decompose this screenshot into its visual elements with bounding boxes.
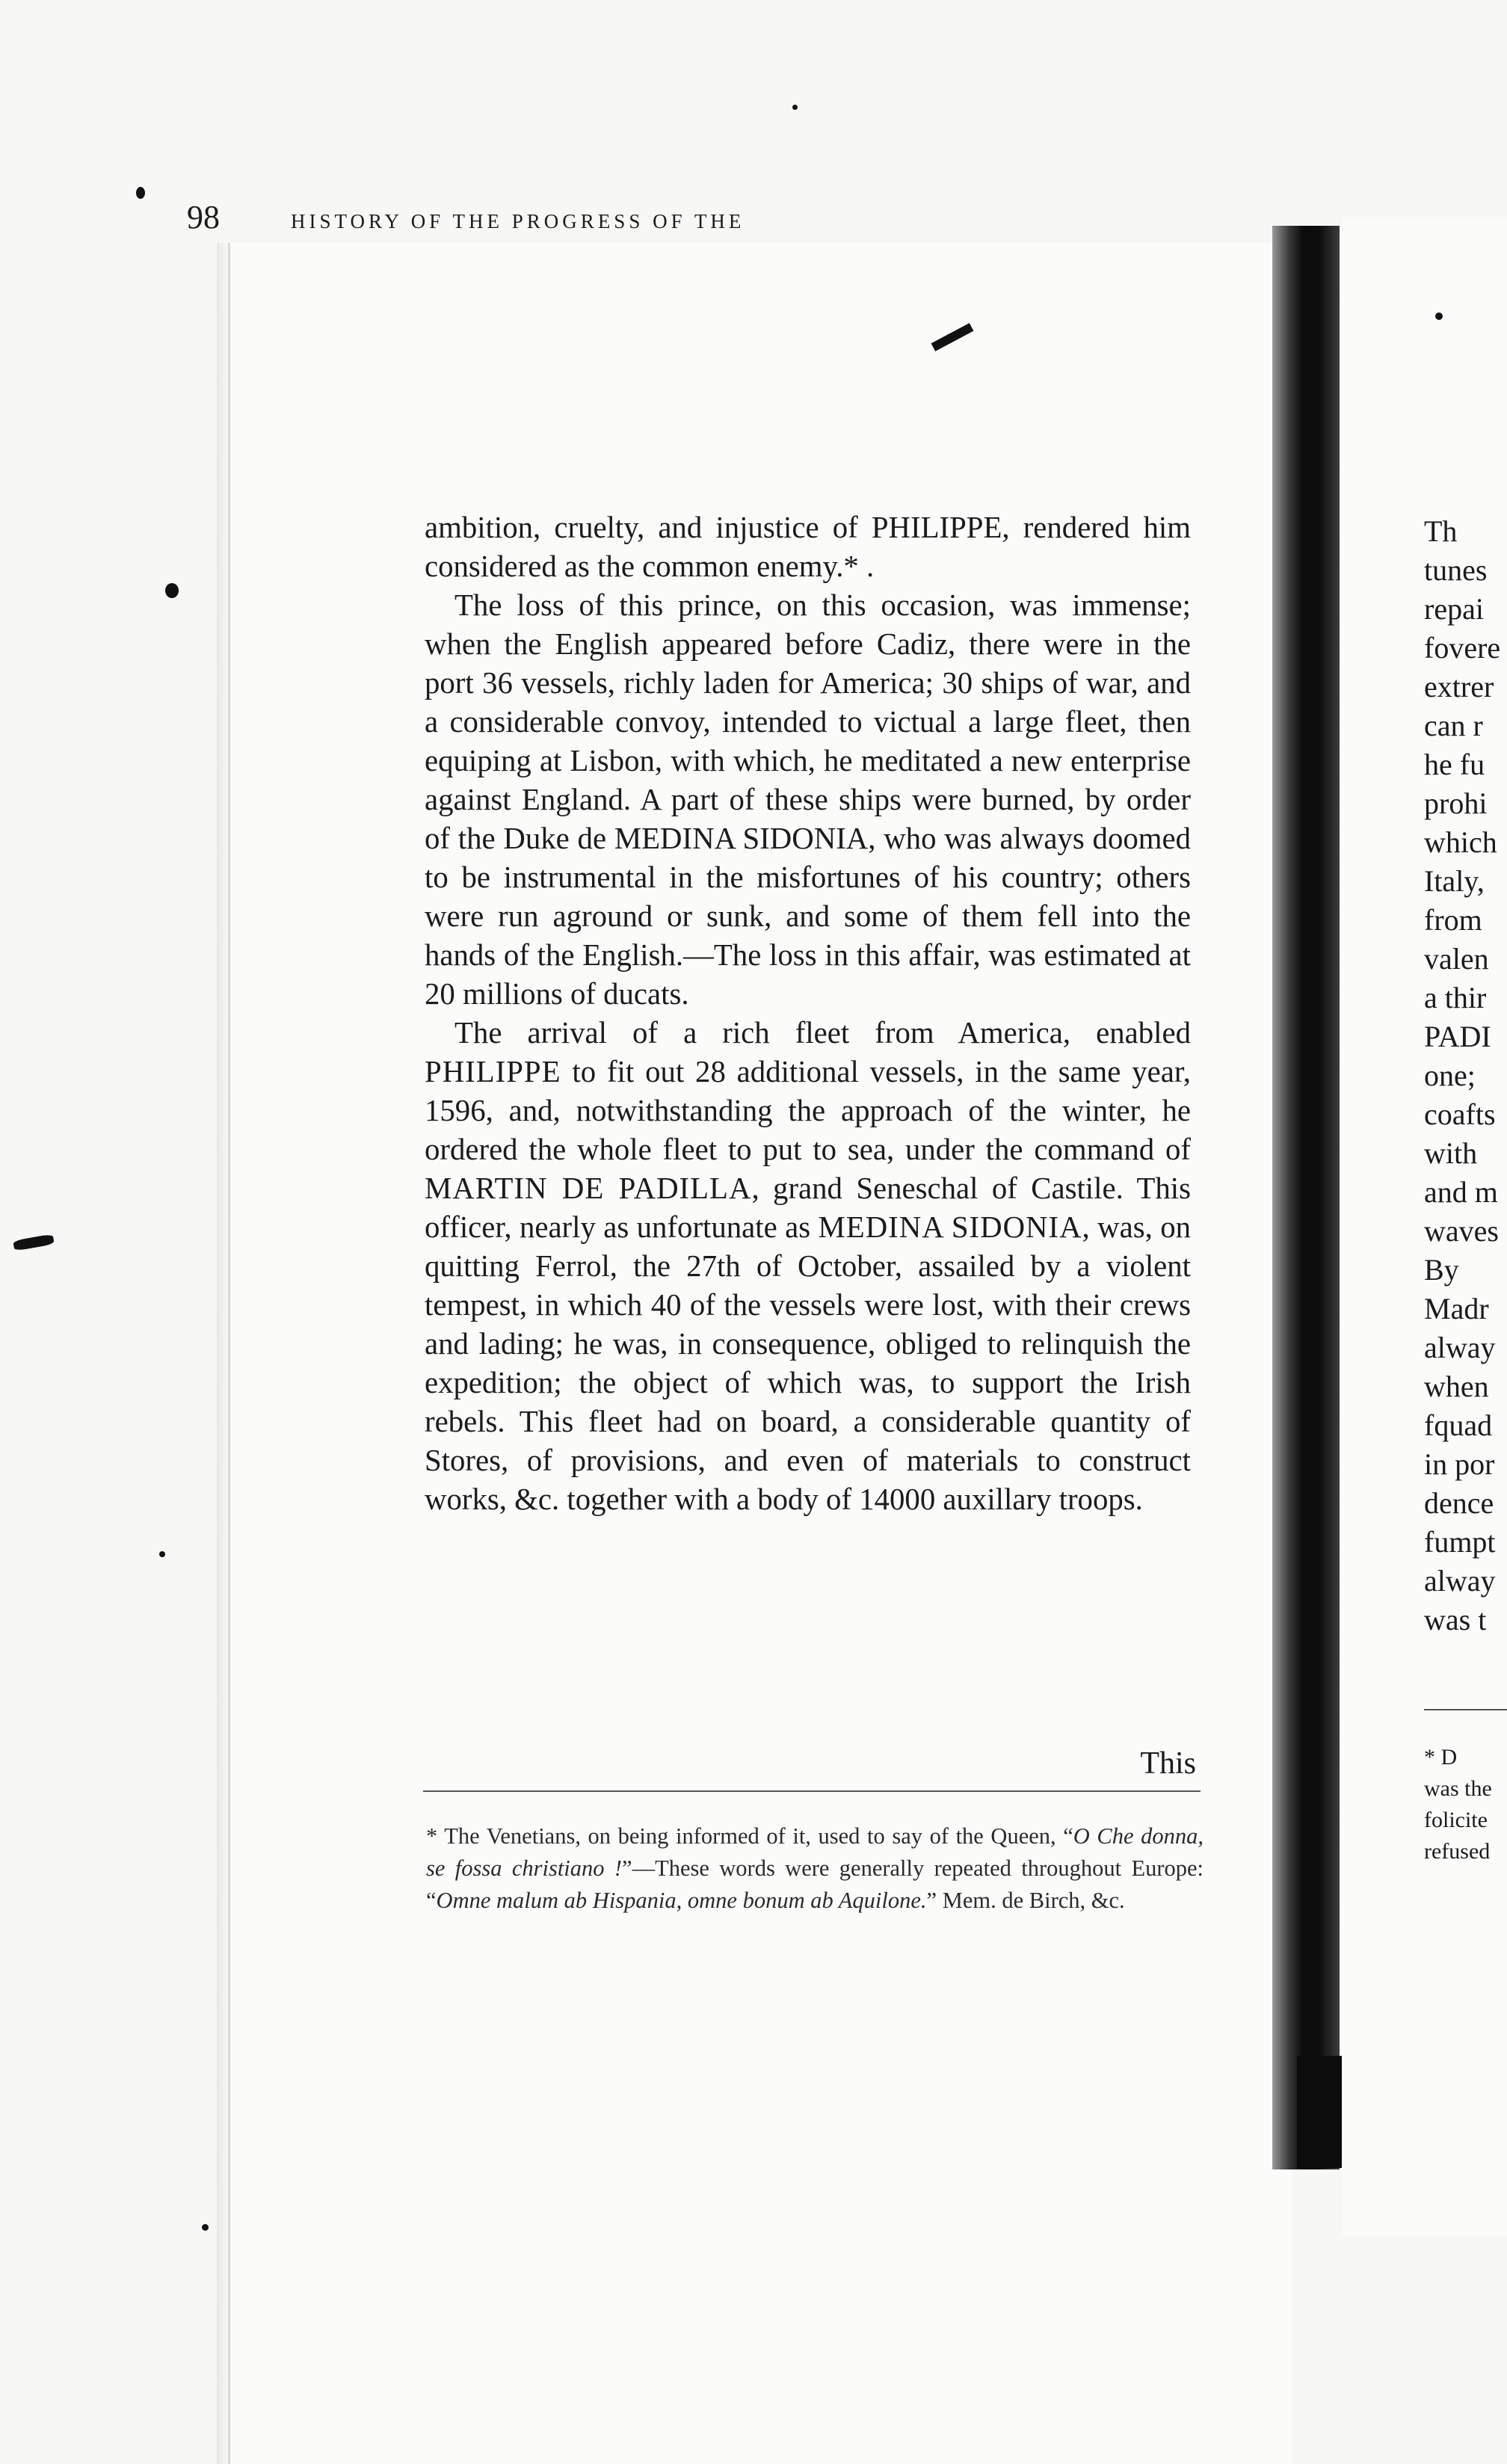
right-page-line: alway bbox=[1424, 1331, 1496, 1364]
book-gutter-shadow bbox=[1297, 2056, 1342, 2168]
paragraph-3 bbox=[425, 1014, 1191, 1519]
name-medina-sidonia: MEDINA SIDONIA bbox=[818, 1210, 1082, 1244]
name-martin-de-padilla: MARTIN DE PADILLA bbox=[425, 1171, 752, 1205]
scan-speck bbox=[202, 2224, 209, 2231]
right-page-line: fovere bbox=[1424, 631, 1501, 665]
right-page-line: Th bbox=[1424, 514, 1458, 548]
right-page-line: fquad bbox=[1424, 1408, 1493, 1442]
right-page-line: PADI bbox=[1424, 1020, 1491, 1053]
right-footnote-rule bbox=[1424, 1709, 1507, 1710]
right-page-line: Italy, bbox=[1424, 864, 1485, 898]
right-page-line: he fu bbox=[1424, 748, 1485, 781]
right-page-line: Madr bbox=[1424, 1292, 1489, 1325]
right-page-line: from bbox=[1424, 903, 1482, 937]
catchword: This bbox=[1140, 1746, 1196, 1781]
scan-speck bbox=[792, 105, 798, 110]
paragraph-2: The loss of this prince, on this occasion, was immense; when the English appeared before Cadiz, there were in the port 36 vessels, richly laden for America; 30 ships of war, and a considerable convoy, intended to victual a large fleet, then equiping at Lisbon, with which, he meditated a new enterprise against England. A part of these ships were burned, by order of the Duke de MEDINA SIDONIA, who was always doomed to be instrumental in the misfortunes of his country; others were run aground or sunk, and some of them fell into the hands of the English.—The loss in this affair, was estimated at 20 millions of ducats. bbox=[425, 588, 1191, 1011]
right-page-line: By bbox=[1424, 1253, 1459, 1287]
right-page-line: tunes bbox=[1424, 553, 1488, 587]
name-philippe: PHILIPPE bbox=[425, 1055, 561, 1088]
right-page-line: coafts bbox=[1424, 1097, 1496, 1131]
right-page-line: a thir bbox=[1424, 981, 1487, 1014]
right-page-line: with bbox=[1424, 1136, 1478, 1170]
right-page-line: and m bbox=[1424, 1175, 1498, 1209]
body-text bbox=[425, 508, 1191, 1519]
scan-speck bbox=[165, 583, 179, 598]
right-page-line: extrer bbox=[1424, 670, 1494, 703]
right-page-line: waves bbox=[1424, 1214, 1499, 1248]
right-page-line: valen bbox=[1424, 942, 1489, 976]
footnote-lead: * The Venetians, on being informed of it, used to say of the Queen, “ bbox=[426, 1823, 1073, 1849]
right-page-line: prohi bbox=[1424, 786, 1488, 820]
paragraph-1: ambition, cruelty, and injustice of PHILIPPE, rendered him considered as the common enemy.* . bbox=[425, 511, 1191, 583]
right-page-line: alway bbox=[1424, 1564, 1496, 1598]
right-footnote-line: folicite bbox=[1424, 1808, 1488, 1832]
scan-speck bbox=[136, 187, 145, 199]
paragraph-3-text-c: , grand Seneschal of Castile. This officer, nearly as unfortunate as bbox=[425, 1171, 1191, 1244]
right-page-line: was t bbox=[1424, 1603, 1487, 1636]
right-page-line: fumpt bbox=[1424, 1525, 1496, 1559]
right-footnote-line: refused bbox=[1424, 1839, 1491, 1864]
footnote-quote-1: O Che donna, se fossa christiano ! bbox=[426, 1823, 1204, 1881]
right-page-footnote bbox=[1424, 1742, 1507, 1867]
paragraph-3-text-a: The arrival of a rich fleet from America, enabled bbox=[454, 1016, 1191, 1050]
right-page bbox=[1342, 217, 1507, 2235]
footnote-quote-2: Omne malum ab Hispania, omne bonum ab Aquilone. bbox=[436, 1888, 927, 1913]
book-gutter bbox=[1272, 226, 1340, 2169]
footnote-tail: ” Mem. de Birch, &c. bbox=[926, 1888, 1125, 1913]
scan-speck bbox=[13, 1233, 55, 1251]
footnote-rule bbox=[423, 1790, 1201, 1792]
right-page-line: in por bbox=[1424, 1447, 1495, 1481]
right-page-line: when bbox=[1424, 1370, 1489, 1403]
scan-speck bbox=[1435, 312, 1443, 320]
right-page-line: dence bbox=[1424, 1486, 1494, 1520]
running-head: HISTORY OF THE PROGRESS OF THE bbox=[291, 210, 745, 232]
footnote bbox=[426, 1820, 1204, 1917]
right-footnote-line: * D bbox=[1424, 1745, 1458, 1770]
page-number: 98 bbox=[187, 199, 220, 235]
right-page-line: can r bbox=[1424, 709, 1483, 742]
right-page-line: which bbox=[1424, 825, 1497, 859]
right-page-line: repai bbox=[1424, 592, 1484, 626]
right-footnote-line: was the bbox=[1424, 1776, 1492, 1801]
scan-speck bbox=[159, 1551, 165, 1557]
page-header bbox=[187, 198, 1054, 243]
paragraph-3-text-b: to fit out 28 additional vessels, in the same year, 1596, and, notwithstanding the approach of the winter, he ordered the whole fleet to put to sea, under the command of bbox=[425, 1055, 1191, 1166]
right-page-text bbox=[1424, 512, 1507, 1639]
footnote-middle: ”—These words were generally repeated throughout Europe: “ bbox=[426, 1855, 1204, 1913]
paragraph-3-text-d: , was, on quitting Ferrol, the 27th of October, assailed by a violent tempest, in which 40 of the vessels were lost, with their crews and lading; he was, in consequence, obliged to relinquish the expedition; the object of which was, to support the Irish rebels. This fleet had on board, a considerable quantity of Stores, of provisions, and even of materials to construct works, &c. together with a body of 14000 auxillary troops. bbox=[425, 1210, 1191, 1516]
right-page-line: one; bbox=[1424, 1059, 1476, 1092]
